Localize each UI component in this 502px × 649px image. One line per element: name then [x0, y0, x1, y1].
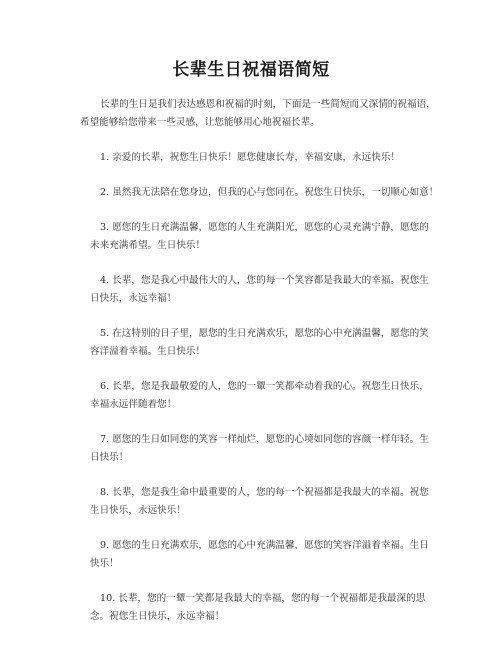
wish-line: 快乐！ — [90, 558, 119, 569]
wish-line: 3. 愿您的生日充满温馨，愿您的人生充满阳光，愿您的心灵充满宁静，愿您的 — [100, 222, 429, 233]
wish-line: 2. 虽然我无法陪在您身边，但我的心与您同在。祝您生日快乐，一切顺心如意！ — [100, 187, 439, 198]
wish-item-2 — [90, 184, 439, 202]
wish-item-8 — [90, 484, 436, 520]
wish-item-9 — [90, 537, 436, 573]
wish-line: 1. 亲爱的长辈，祝您生日快乐！愿您健康长寿，幸福安康，永远快乐！ — [100, 152, 401, 163]
wish-line: 7. 愿您的生日如同您的笑容一样灿烂，愿您的心境如同您的容颜一样年轻。生 — [100, 434, 429, 445]
wish-line: 4. 长辈，您是我心中最伟大的人，您的每一个笑容都是我最大的幸福。祝您生 — [100, 275, 429, 286]
wish-line: 日快乐，永远幸福！ — [90, 293, 177, 304]
wish-line: 5. 在这特别的日子里，愿您的生日充满欢乐，愿您的心中充满温馨，愿您的笑 — [100, 328, 429, 339]
intro-paragraph — [80, 96, 436, 132]
wish-item-4 — [90, 272, 436, 308]
wish-item-7 — [90, 431, 436, 467]
wish-item-6 — [90, 378, 436, 414]
intro-line: 希望能够给您带来一些灵感，让您能够用心地祝福长辈。 — [80, 117, 320, 128]
wish-line: 容洋溢着幸福。生日快乐！ — [90, 346, 206, 357]
wish-item-10 — [90, 590, 436, 626]
wish-line: 生日快乐，永远快乐！ — [90, 505, 186, 516]
wish-line: 念。祝您生日快乐，永远幸福！ — [90, 611, 225, 622]
wish-line: 8. 长辈，您是我生命中最重要的人，您的每一个祝福都是我最大的幸福。祝您 — [100, 487, 429, 498]
wish-line: 10. 长辈，您的一颦一笑都是我最大的幸福，您的每一个祝福都是我最深的思 — [100, 593, 426, 604]
wish-line: 日快乐！ — [90, 452, 129, 463]
wish-line: 幸福永远伴随着您！ — [90, 399, 177, 410]
wish-line: 未来充满希望。生日快乐！ — [90, 240, 206, 251]
wish-line: 9. 愿您的生日充满欢乐，愿您的心中充满温馨，愿您的笑容洋溢着幸福。生日 — [100, 540, 429, 551]
document-body — [80, 96, 439, 643]
wish-item-1 — [90, 149, 436, 167]
wish-item-3 — [90, 219, 436, 255]
wish-item-5 — [90, 325, 436, 361]
intro-line: 长辈的生日是我们表达感恩和祝福的时刻，下面是一些简短而又深情的祝福语， — [100, 99, 436, 110]
page-title: 长辈生日祝福语简短 — [172, 60, 330, 80]
wish-line: 6. 长辈，您是我最敬爱的人，您的一颦一笑都牵动着我的心。祝您生日快乐， — [100, 381, 429, 392]
